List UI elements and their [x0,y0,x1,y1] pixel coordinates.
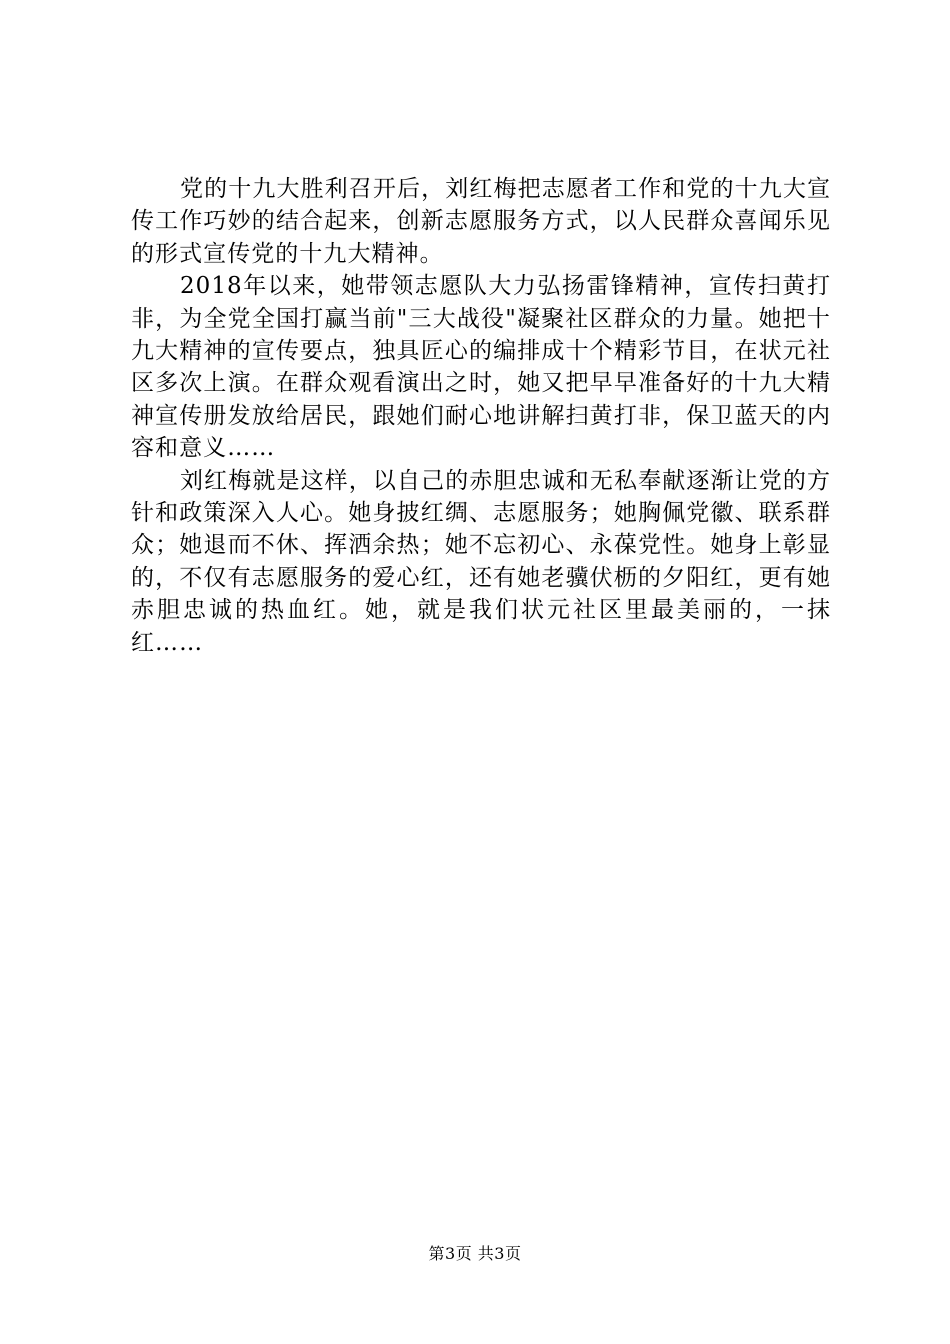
paragraph-3: 刘红梅就是这样，以自己的赤胆忠诚和无私奉献逐渐让党的方针和政策深入人心。她身披红绸、志愿服务；她胸佩党徽、联系群众；她退而不休、挥洒余热；她不忘初心、永葆党性。她身上彰显的，不仅有志愿服务的爱心红，还有她老骥伏枥的夕阳红，更有她赤胆忠诚的热血红。她，就是我们状元社区里最美丽的，一抹红…… [131,467,831,656]
body-text [131,173,831,659]
page-number-footer: 第3页 共3页 [428,1244,522,1263]
paragraph-2: 2018年以来，她带领志愿队大力弘扬雷锋精神，宣传扫黄打非，为全党全国打赢当前"三大战役"凝聚社区群众的力量。她把十九大精神的宣传要点，独具匠心的编排成十个精彩节目，在状元社区多次上演。在群众观看演出之时，她又把早早准备好的十九大精神宣传册发放给居民，跟她们耐心地讲解扫黄打非，保卫蓝天的内容和意义…… [131,273,831,462]
paragraph-1: 党的十九大胜利召开后，刘红梅把志愿者工作和党的十九大宣传工作巧妙的结合起来，创新志愿服务方式，以人民群众喜闻乐见的形式宣传党的十九大精神。 [131,176,831,267]
